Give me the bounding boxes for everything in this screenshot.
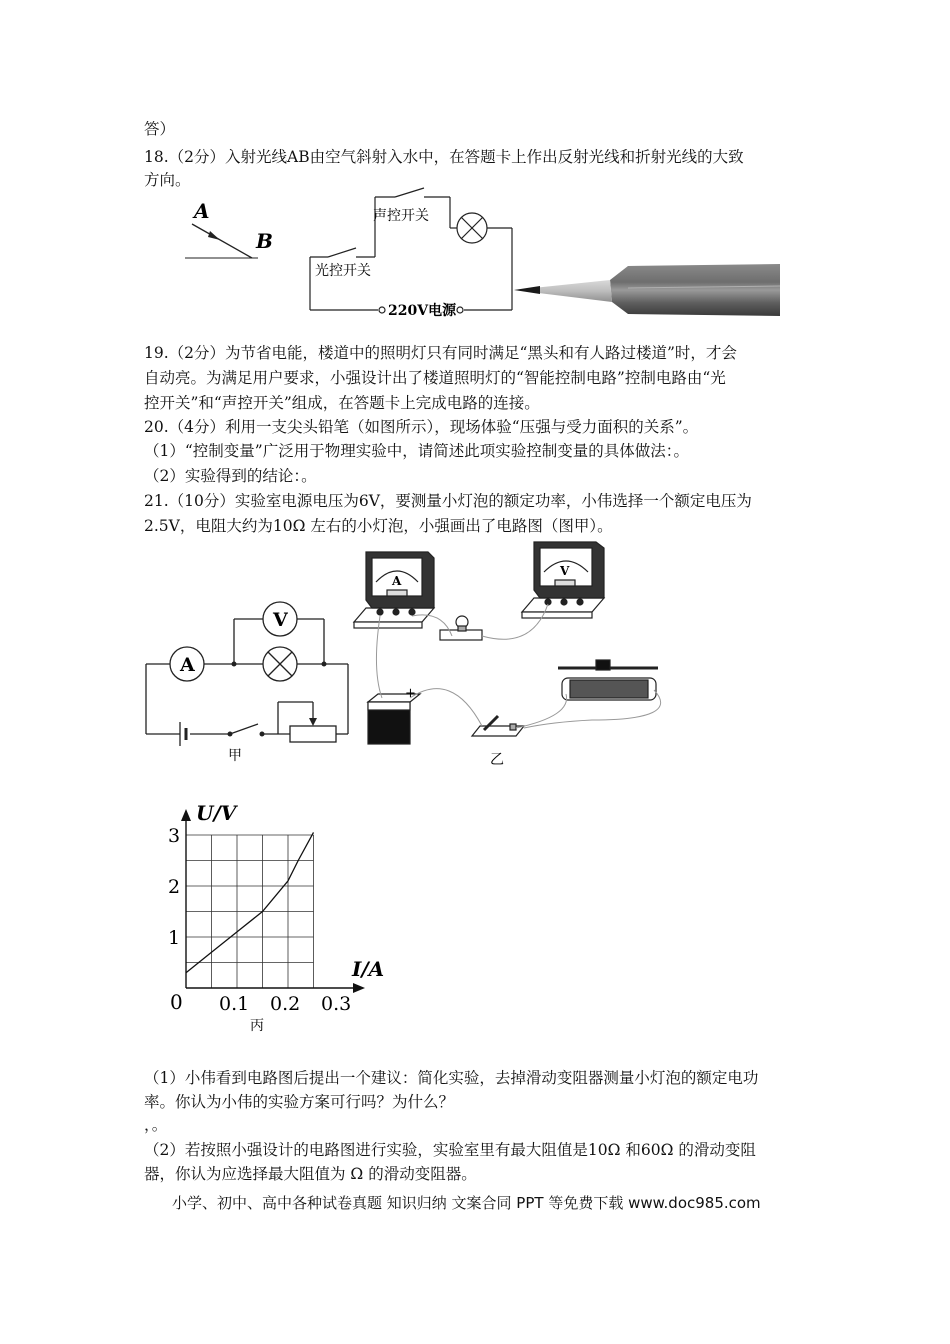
y-tick-label: 3 <box>168 825 181 847</box>
question-19-line1: 19.（2分）为节省电能，楼道中的照明灯只有同时满足“黑头和有人路过楼道”时，才会 <box>144 344 737 362</box>
figure-yi-label: 乙 <box>490 752 504 768</box>
x-axis-arrow <box>353 983 365 993</box>
x-tick-label: 0.3 <box>321 993 352 1015</box>
light-switch-label: 光控开关 <box>315 263 371 279</box>
question-19-line2: 自动亮。为满足用户要求，小强设计出了楼道照明灯的“智能控制电路”控制电路由“光 <box>144 369 726 387</box>
question-19-line3: 控开关”和“声控开关”组成，在答题卡上完成电路的连接。 <box>144 394 540 412</box>
circuit-diagram-jia <box>140 596 355 766</box>
chart-ticks <box>168 825 351 1015</box>
question-21-part1-line2: 率。你认为小伟的实验方案可行吗？为什么？ <box>144 1093 455 1111</box>
figure-bing-label: 丙 <box>250 1018 264 1034</box>
ammeter-dial-label: A <box>392 574 402 588</box>
iu-graph <box>160 796 400 1036</box>
apparatus-yi <box>352 540 672 770</box>
figure-jia-label: 甲 <box>228 748 242 764</box>
question-21-part2-line2: 器，你认为应选择最大阻值为 Ω 的滑动变阻器。 <box>144 1165 477 1183</box>
y-tick-label: 1 <box>168 927 181 949</box>
voltmeter-symbol: V <box>273 609 288 631</box>
y-axis-arrow <box>181 809 191 821</box>
chart-grid <box>186 835 314 988</box>
point-b-label: B <box>256 229 273 253</box>
chart-axes <box>181 809 365 993</box>
lighting-circuit <box>300 190 520 325</box>
answer-blank-line: ，。 <box>144 1116 168 1134</box>
question-21-line2: 2.5V，电阻大约为10Ω 左右的小灯泡，小强画出了电路图（图甲）。 <box>144 517 613 535</box>
question-18-line1: 18.（2分）入射光线AB由空气斜射入水中，在答题卡上作出反射光线和折射光线的大致 <box>144 148 744 166</box>
page-footer: 小学、初中、高中各种试卷真题 知识归纳 文案合同 PPT 等免费下载 www.doc985.com <box>172 1194 761 1212</box>
sound-switch-label: 声控开关 <box>373 208 429 224</box>
pencil-image <box>510 258 782 320</box>
question-21-line1: 21.（10分）实验室电源电压为6V，要测量小灯泡的额定功率，小伟选择一个额定电压为 <box>144 492 752 510</box>
y-axis-label: U/V <box>196 801 237 825</box>
question-21-part2-line1: （2）若按照小强设计的电路图进行实验，实验室里有最大阻值是10Ω 和60Ω 的滑动变阻 <box>144 1141 756 1159</box>
power-source-label: 220V电源 <box>388 303 457 319</box>
ray-diagram <box>180 196 273 266</box>
x-tick-label: 0.1 <box>219 993 250 1015</box>
point-a-label: A <box>194 199 210 223</box>
question-21-part1-line1: （1）小伟看到电路图后提出一个建议：简化实验，去掉滑动变阻器测量小灯泡的额定电功 <box>144 1069 759 1087</box>
x-axis-label: I/A <box>352 957 385 981</box>
chart-series <box>186 832 314 972</box>
ammeter-symbol: A <box>180 654 195 676</box>
voltmeter-dial-label: V <box>560 564 570 578</box>
question-20-line1: 20.（4分）利用一支尖头铅笔（如图所示），现场体验“压强与受力面积的关系”。 <box>144 418 699 436</box>
question-20-line3: （2）实验得到的结论：。 <box>144 467 317 485</box>
battery-plus-label: + <box>405 686 416 701</box>
y-tick-label: 2 <box>168 876 181 898</box>
text-line: 答） <box>144 120 176 138</box>
origin-label: 0 <box>170 990 183 1014</box>
question-20-line2: （1）“控制变量”广泛用于物理实验中，请简述此项实验控制变量的具体做法：。 <box>144 442 689 460</box>
question-18-line2: 方向。 <box>144 171 191 189</box>
x-tick-label: 0.2 <box>270 993 301 1015</box>
iu-curve <box>186 832 314 972</box>
